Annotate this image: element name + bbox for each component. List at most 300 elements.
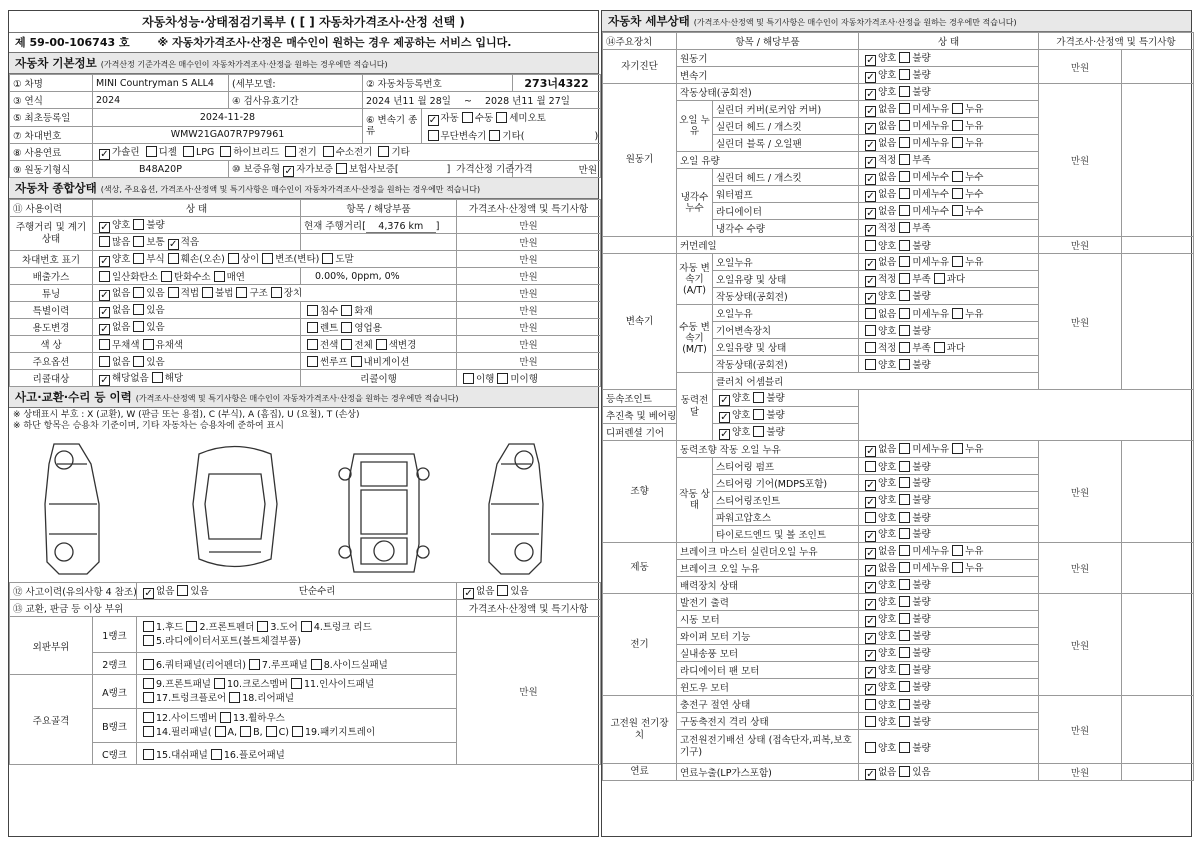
state-option-label: 양호 bbox=[878, 462, 897, 473]
state-option-label: 없음 bbox=[878, 172, 897, 183]
state-checkbox[interactable]: ✓ bbox=[866, 293, 875, 304]
state-checkbox[interactable] bbox=[899, 188, 910, 199]
state-options bbox=[859, 67, 1039, 84]
mileage-price-2: 만원 bbox=[457, 234, 601, 251]
recall-impl-options: 이행 미이행 bbox=[457, 370, 601, 387]
state-option-label: 누유 bbox=[965, 121, 984, 132]
detail-note bbox=[1122, 254, 1194, 390]
state-option-label: 양호 bbox=[878, 597, 897, 608]
state-checkbox[interactable] bbox=[899, 171, 910, 182]
state-checkbox[interactable] bbox=[899, 562, 910, 573]
special-flood-checkbox[interactable] bbox=[307, 305, 318, 316]
main-frame-label: 주요골격 bbox=[10, 675, 93, 765]
accident-legend bbox=[9, 408, 598, 434]
state-checkbox[interactable] bbox=[952, 188, 963, 199]
state-checkbox[interactable] bbox=[899, 308, 910, 319]
state-option-label: 미세누유 bbox=[912, 257, 950, 268]
repair-none-checkbox[interactable]: ✓ bbox=[464, 588, 473, 599]
state-checkbox[interactable] bbox=[899, 647, 910, 658]
detail-price: 만원 bbox=[1039, 696, 1122, 764]
state-checkbox[interactable] bbox=[899, 613, 910, 624]
detail-row bbox=[603, 50, 1194, 67]
detail-note bbox=[1122, 84, 1194, 237]
special-yes-checkbox[interactable] bbox=[133, 304, 144, 315]
tuning-structure-checkbox[interactable] bbox=[236, 287, 247, 298]
warranty-insurer-checkbox[interactable] bbox=[336, 163, 347, 174]
state-option-label: 누유 bbox=[965, 138, 984, 149]
state-option-label: 누유 bbox=[965, 546, 984, 557]
detail-item-label: 배력장치 상태 bbox=[677, 577, 859, 594]
state-checkbox[interactable] bbox=[899, 103, 910, 114]
main-device-col-header: ⑭주요장치 bbox=[603, 33, 677, 50]
detail-item-label: 클러치 어셈블리 bbox=[713, 373, 1039, 390]
current-mileage: 현재 주행거리[ 4,376 km ] bbox=[301, 217, 457, 234]
detail-item-label: 파워고압호스 bbox=[713, 509, 859, 526]
state-checkbox[interactable]: ✓ bbox=[866, 616, 875, 627]
color-all-checkbox[interactable] bbox=[341, 339, 352, 350]
state-checkbox[interactable] bbox=[934, 342, 945, 353]
detail-item-label: 실내송풍 모터 bbox=[677, 645, 859, 662]
tuning-none-checkbox[interactable]: ✓ bbox=[100, 290, 109, 301]
state-options bbox=[859, 560, 1039, 577]
detail-item-label: 오일유량 및 상태 bbox=[713, 271, 859, 288]
state-checkbox[interactable] bbox=[899, 205, 910, 216]
usage-col-header: ⑪ 사용이력 bbox=[10, 200, 93, 217]
state-checkbox[interactable]: ✓ bbox=[866, 276, 875, 287]
state-checkbox[interactable] bbox=[865, 342, 876, 353]
state-option-label: 불량 bbox=[912, 631, 931, 642]
mileage-normal-checkbox[interactable] bbox=[133, 236, 144, 247]
state-checkbox[interactable] bbox=[865, 308, 876, 319]
vin-corrosion-checkbox[interactable] bbox=[133, 253, 144, 264]
state-checkbox[interactable]: ✓ bbox=[866, 565, 875, 576]
state-checkbox[interactable] bbox=[899, 596, 910, 607]
state-checkbox[interactable] bbox=[899, 461, 910, 472]
tuning-options: ✓ 없음 있음 적법 불법 구조 장치 bbox=[93, 285, 457, 302]
purpose-rent-checkbox[interactable] bbox=[307, 322, 318, 333]
accident-none-checkbox[interactable]: ✓ bbox=[144, 588, 153, 599]
state-checkbox[interactable] bbox=[899, 256, 910, 267]
state-option-label: 없음 bbox=[878, 309, 897, 320]
state-checkbox[interactable] bbox=[899, 154, 910, 165]
tuning-illegal-checkbox[interactable] bbox=[202, 287, 213, 298]
state-checkbox[interactable]: ✓ bbox=[866, 191, 875, 202]
state-checkbox[interactable]: ✓ bbox=[866, 123, 875, 134]
basic-info-table bbox=[9, 74, 601, 178]
state-option-label: 없음 bbox=[878, 444, 897, 455]
state-checkbox[interactable]: ✓ bbox=[866, 769, 875, 780]
mileage-many-checkbox[interactable] bbox=[99, 236, 110, 247]
accident-history-options: ✓ 없음 있음 단순수리 bbox=[137, 583, 457, 600]
state-checkbox[interactable] bbox=[899, 52, 910, 63]
validity-label: ④ 검사유효기간 bbox=[229, 92, 363, 109]
detail-item-label: 실린더 헤드 / 개스킷 bbox=[713, 118, 859, 135]
state-checkbox[interactable] bbox=[899, 681, 910, 692]
state-option-label: 불량 bbox=[912, 326, 931, 337]
state-checkbox[interactable] bbox=[753, 392, 764, 403]
recall-yes-checkbox[interactable] bbox=[152, 372, 163, 383]
state-checkbox[interactable] bbox=[899, 222, 910, 233]
detail-item-label: 오일누유 bbox=[713, 305, 859, 322]
state-checkbox[interactable]: ✓ bbox=[866, 480, 875, 491]
state-checkbox[interactable] bbox=[899, 325, 910, 336]
state-options bbox=[859, 271, 1039, 288]
state-option-label: 없음 bbox=[878, 206, 897, 217]
detail-item-label: 원동기 bbox=[677, 50, 859, 67]
state-checkbox[interactable] bbox=[899, 137, 910, 148]
state-checkbox[interactable]: ✓ bbox=[866, 157, 875, 168]
state-checkbox[interactable] bbox=[865, 512, 876, 523]
color-label: 색 상 bbox=[10, 336, 93, 353]
state-options bbox=[859, 441, 1039, 458]
state-option-label: 양호 bbox=[878, 631, 897, 642]
state-option-label: 양호 bbox=[878, 360, 897, 371]
state-checkbox[interactable] bbox=[899, 120, 910, 131]
color-full-checkbox[interactable] bbox=[307, 339, 318, 350]
price-base-value: 만원 bbox=[513, 161, 601, 178]
state-checkbox[interactable]: ✓ bbox=[720, 412, 729, 423]
detail-price: 만원 bbox=[1039, 764, 1122, 781]
tuning-legal-checkbox[interactable] bbox=[168, 287, 179, 298]
state-checkbox[interactable] bbox=[952, 120, 963, 131]
state-option-label: 과다 bbox=[946, 343, 966, 354]
mileage-label: 주행거리 및 계기상태 bbox=[10, 217, 93, 251]
state-checkbox[interactable] bbox=[865, 325, 876, 336]
state-options bbox=[859, 730, 1039, 764]
detail-note bbox=[1122, 441, 1194, 543]
special-price: 만원 bbox=[457, 302, 601, 319]
detail-item-label: 작동상태(공회전) bbox=[677, 84, 859, 101]
state-checkbox[interactable]: ✓ bbox=[866, 599, 875, 610]
vin-diff-checkbox[interactable] bbox=[228, 253, 239, 264]
state-option-label: 미세누유 bbox=[912, 309, 950, 320]
state-checkbox[interactable]: ✓ bbox=[866, 225, 875, 236]
state-checkbox[interactable] bbox=[899, 512, 910, 523]
state-checkbox[interactable] bbox=[952, 443, 963, 454]
state-checkbox[interactable] bbox=[952, 545, 963, 556]
state-checkbox[interactable] bbox=[952, 137, 963, 148]
special-options-1: ✓ 없음 있음 bbox=[93, 302, 301, 319]
mileage-price: 만원 bbox=[457, 217, 601, 234]
state-checkbox[interactable] bbox=[899, 240, 910, 251]
options-navi-checkbox[interactable] bbox=[351, 356, 362, 367]
state-checkbox[interactable] bbox=[899, 766, 910, 777]
sub-group-label: 냉각수 누수 bbox=[677, 169, 713, 237]
state-option-label: 불량 bbox=[766, 427, 785, 438]
vin-label: ⑦ 차대번호 bbox=[10, 126, 93, 144]
price-col-header: 가격조사·산정액 및 특기사항 bbox=[457, 200, 601, 217]
fuel-gasoline-checkbox[interactable]: ✓ bbox=[100, 149, 109, 160]
detail-note bbox=[1122, 594, 1194, 696]
state-options bbox=[859, 764, 1039, 781]
tuning-label: 튜닝 bbox=[10, 285, 93, 302]
vin-altered-checkbox[interactable] bbox=[262, 253, 273, 264]
purpose-options-2: 렌트 영업용 bbox=[301, 319, 457, 336]
state-checkbox[interactable] bbox=[899, 716, 910, 727]
state-checkbox[interactable]: ✓ bbox=[866, 89, 875, 100]
state-checkbox[interactable] bbox=[952, 103, 963, 114]
detail-note bbox=[1122, 696, 1194, 764]
state-options bbox=[713, 424, 859, 441]
state-option-label: 미세누유 bbox=[912, 121, 950, 132]
left-column bbox=[8, 10, 599, 837]
state-options bbox=[859, 186, 1039, 203]
state-checkbox[interactable] bbox=[899, 742, 910, 753]
state-options bbox=[859, 458, 1039, 475]
overall-status-header: 자동차 종합상태 (색상, 주요옵션, 가격조사·산정액 및 특기사항은 매수인이 자동차가격조사·산정을 원하는 경우에만 적습니다) bbox=[9, 178, 598, 199]
accident-yes-checkbox[interactable] bbox=[177, 585, 188, 596]
fuel-hybrid-checkbox[interactable] bbox=[220, 146, 231, 157]
state-checkbox[interactable] bbox=[865, 742, 876, 753]
car-damage-diagram bbox=[9, 434, 598, 582]
state-option-label: 없음 bbox=[878, 138, 897, 149]
trans-semi-checkbox[interactable] bbox=[496, 112, 507, 123]
doc-number: 제 59-00-106743 호 bbox=[15, 36, 130, 49]
accident-history-label: ⑫ 사고이력(유의사항 4 참조) bbox=[10, 583, 137, 600]
state-checkbox[interactable] bbox=[899, 528, 910, 539]
state-checkbox[interactable] bbox=[899, 579, 910, 590]
state-checkbox[interactable] bbox=[952, 562, 963, 573]
state-checkbox[interactable]: ✓ bbox=[866, 446, 875, 457]
fuel-lpg-checkbox[interactable] bbox=[183, 146, 194, 157]
basic-info-header: 자동차 기본정보 (가격산정 기준가격은 매수인이 자동차가격조사·산정을 원하는 경우에만 적습니다) bbox=[9, 53, 598, 74]
vin-good-checkbox[interactable]: ✓ bbox=[100, 256, 109, 267]
state-option-label: 양호 bbox=[732, 427, 751, 438]
state-checkbox[interactable] bbox=[899, 342, 910, 353]
state-checkbox[interactable] bbox=[899, 630, 910, 641]
state-options bbox=[859, 169, 1039, 186]
state-checkbox[interactable]: ✓ bbox=[866, 531, 875, 542]
state-option-label: 적정 bbox=[878, 223, 897, 234]
year-label: ③ 연식 bbox=[10, 92, 93, 109]
rankC-label: C랭크 bbox=[93, 743, 137, 765]
state-checkbox[interactable] bbox=[934, 273, 945, 284]
fuel-other-checkbox[interactable] bbox=[378, 146, 389, 157]
state-option-label: 미세누유 bbox=[912, 563, 950, 574]
state-option-label: 부족 bbox=[912, 155, 931, 166]
detail-item-label: 라디에이터 팬 모터 bbox=[677, 662, 859, 679]
state-options bbox=[859, 135, 1039, 152]
item-col-header: 항목 / 해당부품 bbox=[301, 200, 457, 217]
state-option-label: 불량 bbox=[912, 682, 931, 693]
fuel-hydrogen-checkbox[interactable] bbox=[323, 146, 334, 157]
trans-auto-checkbox[interactable]: ✓ bbox=[428, 114, 438, 126]
mileage-bad-checkbox[interactable] bbox=[133, 219, 144, 230]
state-checkbox[interactable] bbox=[899, 545, 910, 556]
emission-smoke-checkbox[interactable] bbox=[214, 271, 225, 282]
state-checkbox[interactable]: ✓ bbox=[866, 667, 875, 678]
state-option-label: 불량 bbox=[912, 529, 931, 540]
detail-note bbox=[1122, 764, 1194, 781]
state-checkbox[interactable] bbox=[899, 664, 910, 675]
state-checkbox[interactable]: ✓ bbox=[866, 140, 875, 151]
vin-painted-checkbox[interactable] bbox=[322, 253, 333, 264]
color-change-checkbox[interactable] bbox=[376, 339, 387, 350]
state-options bbox=[859, 50, 1039, 67]
state-option-label: 누유 bbox=[965, 444, 984, 455]
state-option-label: 양호 bbox=[878, 495, 897, 506]
state-option-label: 양호 bbox=[878, 648, 897, 659]
state-option-label: 불량 bbox=[912, 462, 931, 473]
state-checkbox[interactable] bbox=[899, 443, 910, 454]
recall-notdone-checkbox[interactable] bbox=[497, 373, 508, 384]
state-checkbox[interactable]: ✓ bbox=[866, 633, 875, 644]
state-option-label: 양호 bbox=[878, 87, 897, 98]
options-none-checkbox[interactable] bbox=[99, 356, 110, 367]
state-checkbox[interactable] bbox=[952, 308, 963, 319]
state-checkbox[interactable]: ✓ bbox=[866, 72, 875, 83]
options-sunroof-checkbox[interactable] bbox=[307, 356, 318, 367]
state-option-label: 적정 bbox=[878, 155, 897, 166]
detail-item-label: 실린더 블록 / 오일팬 bbox=[713, 135, 859, 152]
state-options bbox=[859, 84, 1039, 101]
inspection-record-page bbox=[8, 10, 1192, 837]
trans-cvt-checkbox[interactable] bbox=[428, 130, 439, 141]
detail-item-label: 오일 유량 bbox=[677, 152, 859, 169]
repair-yes-checkbox[interactable] bbox=[497, 585, 508, 596]
reg-no-value: 273너4322 bbox=[513, 75, 601, 92]
fuel-diesel-checkbox[interactable] bbox=[146, 146, 157, 157]
fuel-ev-checkbox[interactable] bbox=[285, 146, 296, 157]
state-checkbox[interactable] bbox=[865, 359, 876, 370]
color-options-1: 무채색 유채색 bbox=[93, 336, 301, 353]
device-group-label: 변속기 bbox=[603, 254, 677, 390]
detail-item-label: 라디에이터 bbox=[713, 203, 859, 220]
purpose-business-checkbox[interactable] bbox=[341, 322, 352, 333]
detail-item-label: 등속조인트 bbox=[603, 390, 713, 407]
state-checkbox[interactable] bbox=[899, 69, 910, 80]
state-options bbox=[859, 237, 1039, 254]
state-checkbox[interactable] bbox=[899, 494, 910, 505]
state-option-label: 누수 bbox=[965, 172, 984, 183]
state-option-label: 누수 bbox=[965, 189, 984, 200]
state-checkbox[interactable] bbox=[952, 205, 963, 216]
state-checkbox[interactable] bbox=[865, 716, 876, 727]
trans-other-checkbox[interactable] bbox=[489, 130, 500, 141]
trans-manual-checkbox[interactable] bbox=[462, 112, 473, 123]
state-option-label: 불량 bbox=[912, 717, 931, 728]
vin-damage-checkbox[interactable] bbox=[168, 253, 179, 264]
state-checkbox[interactable]: ✓ bbox=[720, 429, 729, 440]
state-checkbox[interactable] bbox=[753, 426, 764, 437]
state-checkbox[interactable]: ✓ bbox=[866, 208, 875, 219]
reg-no-label: ② 자동차등록번호 bbox=[363, 75, 513, 92]
recall-done-checkbox[interactable] bbox=[463, 373, 474, 384]
detail-item-label: 발전기 출력 bbox=[677, 594, 859, 611]
state-option-label: 불량 bbox=[912, 495, 931, 506]
accident-history-header: 사고·교환·수리 등 이력 (가격조사·산정액 및 특기사항은 매수인이 자동차가격조사·산정을 원하는 경우에만 적습니다) bbox=[9, 387, 598, 408]
detail-item-label: 변속기 bbox=[677, 67, 859, 84]
state-option-label: 양호 bbox=[878, 326, 897, 337]
state-checkbox[interactable]: ✓ bbox=[866, 174, 875, 185]
state-checkbox[interactable]: ✓ bbox=[866, 684, 875, 695]
state-checkbox[interactable] bbox=[753, 409, 764, 420]
color-achromatic-checkbox[interactable] bbox=[99, 339, 110, 350]
year-value: 2024 bbox=[93, 92, 229, 109]
sub-group-label: 수동 변속기 (M/T) bbox=[677, 305, 713, 373]
state-option-label: 부족 bbox=[912, 274, 931, 285]
device-group-label: 고전원 전기장치 bbox=[603, 696, 677, 764]
detail-price: 만원 bbox=[1039, 50, 1122, 84]
vin-mark-label: 차대번호 표기 bbox=[10, 251, 93, 268]
color-price: 만원 bbox=[457, 336, 601, 353]
state-option-label: 누유 bbox=[965, 257, 984, 268]
state-checkbox[interactable] bbox=[899, 699, 910, 710]
state-checkbox[interactable]: ✓ bbox=[720, 395, 729, 406]
state-options bbox=[859, 594, 1039, 611]
rankB-label: B랭크 bbox=[93, 709, 137, 743]
state-option-label: 불량 bbox=[912, 70, 931, 81]
state-option-label: 미세누수 bbox=[912, 206, 950, 217]
rank2-items: 6.쿼터패널(리어펜더) 7.루프패널 8.사이드실패널 bbox=[137, 653, 457, 675]
state-checkbox[interactable] bbox=[865, 240, 876, 251]
state-option-label: 양호 bbox=[878, 742, 897, 754]
emission-label: 배출가스 bbox=[10, 268, 93, 285]
purpose-none-checkbox[interactable]: ✓ bbox=[100, 324, 109, 335]
state-options bbox=[859, 356, 1039, 373]
detail-item-label: 작동상태(공회전) bbox=[713, 356, 859, 373]
state-checkbox[interactable] bbox=[899, 477, 910, 488]
state-option-label: 불량 bbox=[766, 393, 785, 404]
state-checkbox[interactable] bbox=[952, 256, 963, 267]
state-checkbox[interactable]: ✓ bbox=[866, 548, 875, 559]
state-checkbox[interactable] bbox=[899, 359, 910, 370]
state-option-label: 있음 bbox=[912, 767, 931, 778]
emission-hc-checkbox[interactable] bbox=[161, 271, 172, 282]
detail-item-label: 디퍼렌셜 기어 bbox=[603, 424, 713, 441]
rank2-label: 2랭크 bbox=[93, 653, 137, 675]
state-option-label: 불량 bbox=[912, 648, 931, 659]
recall-na-checkbox[interactable]: ✓ bbox=[100, 375, 109, 386]
car-name-value: MINI Countryman S ALL4 bbox=[93, 75, 229, 92]
state-option-label: 불량 bbox=[912, 291, 931, 302]
state-checkbox[interactable] bbox=[865, 699, 876, 710]
device-group-label: 조향 bbox=[603, 441, 677, 543]
state-checkbox[interactable] bbox=[899, 290, 910, 301]
state-checkbox[interactable] bbox=[899, 273, 910, 284]
color-chromatic-checkbox[interactable] bbox=[143, 339, 154, 350]
state-checkbox[interactable] bbox=[952, 171, 963, 182]
state-checkbox[interactable] bbox=[899, 86, 910, 97]
rankA-label: A랭크 bbox=[93, 675, 137, 709]
purpose-yes-checkbox[interactable] bbox=[133, 321, 144, 332]
tuning-device-checkbox[interactable] bbox=[271, 287, 282, 298]
state-checkbox[interactable]: ✓ bbox=[866, 106, 875, 117]
tuning-yes-checkbox[interactable] bbox=[133, 287, 144, 298]
state-option-label: 누수 bbox=[965, 206, 984, 217]
mileage-good-checkbox[interactable]: ✓ bbox=[100, 222, 109, 233]
state-options bbox=[859, 254, 1039, 271]
options-yes-checkbox[interactable] bbox=[133, 356, 144, 367]
state-checkbox[interactable] bbox=[865, 461, 876, 472]
detail-item-label: 커먼레일 bbox=[677, 237, 859, 254]
state-checkbox[interactable]: ✓ bbox=[866, 582, 875, 593]
special-fire-checkbox[interactable] bbox=[341, 305, 352, 316]
state-option-label: 미세누유 bbox=[912, 546, 950, 557]
state-checkbox[interactable]: ✓ bbox=[866, 497, 875, 508]
rankB-items: 12.사이드멤버 13.휠하우스 14.필러패널( A, B, C) 19.패키지트레이 bbox=[137, 709, 457, 743]
state-options bbox=[859, 322, 1039, 339]
emission-co-checkbox[interactable] bbox=[99, 271, 110, 282]
detail-price-col-header: 가격조사·산정액 및 특기사항 bbox=[1039, 33, 1194, 50]
warranty-self-checkbox[interactable]: ✓ bbox=[284, 166, 293, 177]
state-checkbox[interactable]: ✓ bbox=[866, 55, 875, 66]
special-none-checkbox[interactable]: ✓ bbox=[100, 307, 109, 318]
state-checkbox[interactable]: ✓ bbox=[866, 259, 875, 270]
validity-range: 2024 년11 월 28일 ~ 2028 년11 월 27일 bbox=[363, 92, 601, 109]
state-checkbox[interactable]: ✓ bbox=[866, 650, 875, 661]
mileage-low-checkbox[interactable]: ✓ bbox=[169, 239, 178, 250]
